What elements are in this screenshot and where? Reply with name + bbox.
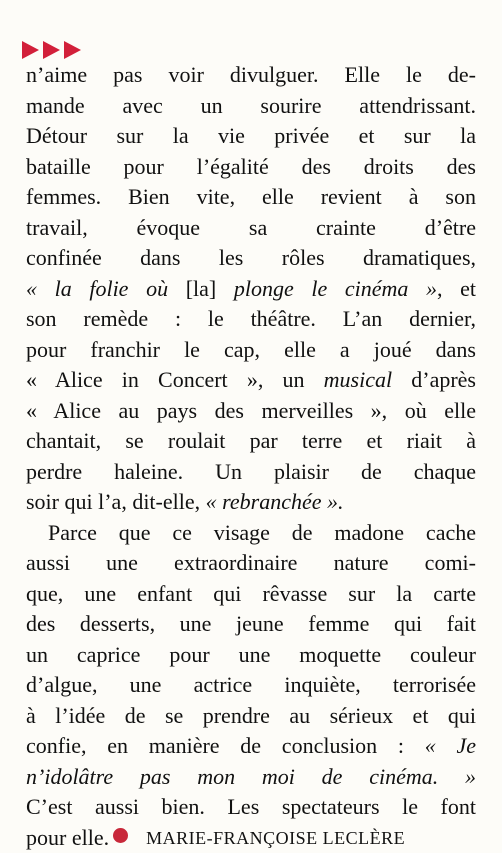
triangle-marker-icon	[64, 41, 81, 59]
text-segment: confie, en manière de conclusion :	[26, 733, 425, 758]
text-line	[26, 396, 476, 427]
text-line	[26, 365, 476, 396]
text-line	[26, 548, 476, 579]
italic-segment: n’idolâtre pas mon moi de cinéma. »	[26, 763, 476, 789]
text-segment: n’aime pas voir divulguer. Elle le de-	[26, 62, 476, 87]
text-segment: [la]	[168, 275, 234, 301]
italic-segment: « rebranchée ».	[205, 489, 344, 514]
text-line	[26, 640, 476, 671]
text-line	[26, 304, 476, 335]
text-segment: d’algue, une actrice inquiète, terrorisée	[26, 672, 476, 697]
italic-segment: plonge le cinéma »	[233, 275, 437, 301]
italic-segment: musical	[323, 367, 393, 392]
text-segment: mande avec un sourire attendrissant.	[26, 92, 476, 118]
text-line	[26, 91, 476, 122]
triangle-marker-icon	[43, 41, 60, 59]
text-segment: que, une enfant qui rêvasse sur la carte	[26, 580, 476, 606]
text-line	[26, 457, 476, 488]
text-segment: bataille pour l’égalité des droits des	[26, 153, 476, 179]
text-line	[26, 274, 476, 305]
paragraph-1	[26, 60, 476, 518]
italic-segment: « la folie où	[26, 275, 169, 301]
paragraph-2	[26, 518, 476, 823]
text-segment: C’est aussi bien. Les spectateurs le font	[26, 794, 476, 819]
text-line	[26, 152, 476, 183]
text-segment: confinée dans les rôles dramatiques,	[26, 245, 476, 270]
text-line	[26, 213, 476, 244]
text-line	[26, 701, 476, 732]
closing-line	[26, 823, 476, 853]
author-byline: MARIE-FRANÇOISE LECLÈRE	[146, 827, 406, 848]
text-line	[26, 60, 476, 91]
italic-segment: « Je	[424, 733, 476, 758]
text-line	[26, 670, 476, 701]
text-segment: Parce que ce visage de madone cache	[48, 519, 476, 545]
continuation-markers	[22, 41, 81, 59]
text-segment: à l’idée de se prendre au sérieux et qui	[26, 702, 476, 728]
text-line	[26, 518, 476, 549]
text-line	[26, 182, 476, 213]
text-segment: travail, évoque sa crainte d’être	[26, 214, 476, 240]
text-segment: soir qui l’a, dit-elle,	[26, 489, 206, 514]
text-segment: femmes. Bien vite, elle revient à son	[26, 184, 476, 209]
text-line	[26, 243, 476, 274]
text-segment: « Alice in Concert », un	[26, 367, 324, 392]
text-segment: aussi une extraordinaire nature comi-	[26, 550, 476, 575]
text-line	[26, 792, 476, 823]
end-bullet-icon	[113, 828, 128, 843]
text-segment: chantait, se roulait par terre et riait à	[26, 428, 476, 453]
text-segment: pour franchir le cap, elle a joué dans	[26, 336, 476, 362]
article-column	[26, 60, 476, 853]
text-line	[26, 487, 476, 518]
text-line	[26, 609, 476, 640]
closing-text: pour elle.	[26, 824, 110, 850]
text-segment: d’après	[392, 367, 476, 392]
text-segment: Détour sur la vie privée et sur la	[26, 123, 476, 148]
text-segment: , et	[436, 275, 476, 301]
text-line	[26, 426, 476, 457]
text-line	[26, 579, 476, 610]
text-line	[26, 731, 476, 762]
text-line	[26, 335, 476, 366]
text-segment: son remède : le théâtre. L’an dernier,	[26, 306, 476, 331]
text-segment: perdre haleine. Un plaisir de chaque	[26, 458, 476, 484]
text-segment: « Alice au pays des merveilles », où elle	[26, 397, 476, 423]
text-line	[26, 762, 476, 793]
text-segment: un caprice pour une moquette couleur	[26, 641, 476, 667]
triangle-marker-icon	[22, 41, 39, 59]
text-line	[26, 121, 476, 152]
text-segment: des desserts, une jeune femme qui fait	[26, 611, 476, 636]
